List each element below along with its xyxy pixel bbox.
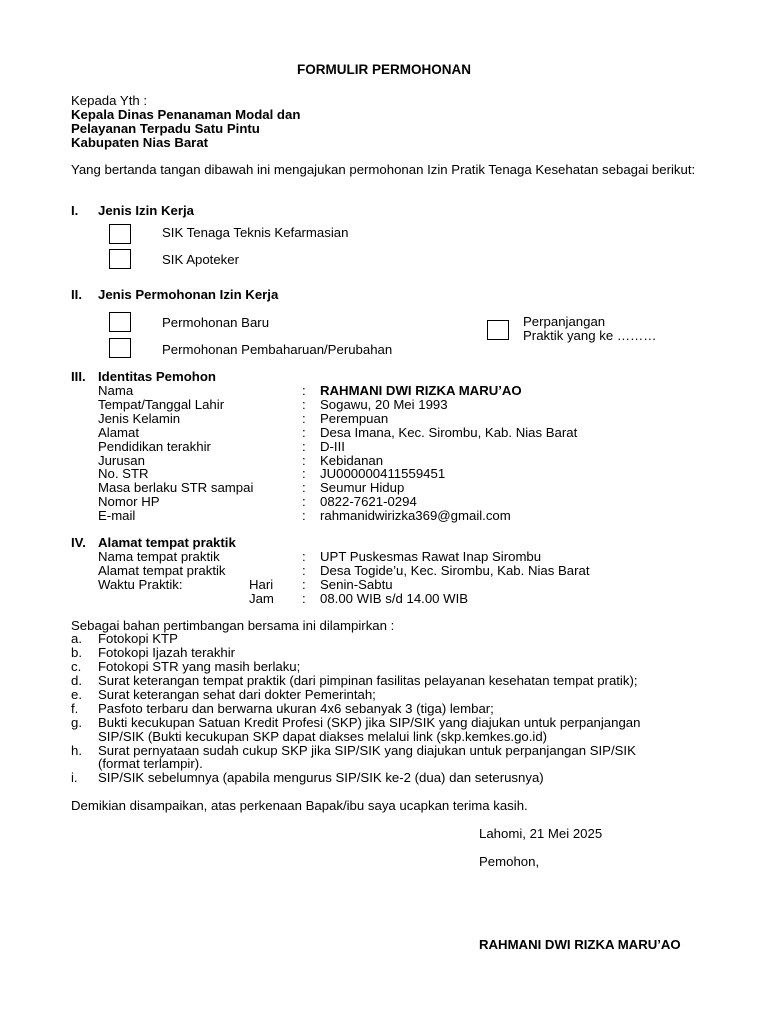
field-row-ttl (0, 398, 768, 412)
field-label: Waktu Praktik: (98, 577, 183, 592)
list-item (0, 716, 768, 730)
list-item (0, 660, 768, 674)
list-letter: h. (71, 743, 82, 758)
field-label: Jurusan (98, 453, 145, 468)
list-text: SIP/SIK sebelumnya (apabila mengurus SIP/SIK ke-2 (dua) dan seterusnya) (98, 770, 544, 785)
option-sik-tenaga-teknis: SIK Tenaga Teknis Kefarmasian (162, 225, 349, 240)
list-item (0, 702, 768, 716)
field-row-masa-str (0, 481, 768, 495)
list-letter: d. (71, 673, 82, 688)
field-row-tempat-praktik (0, 550, 768, 564)
field-value: Perempuan (320, 411, 389, 426)
list-item (0, 632, 768, 646)
colon: : (302, 480, 306, 495)
field-value: Seumur Hidup (320, 480, 405, 495)
list-item (0, 674, 768, 688)
intro-paragraph: Yang bertanda tangan dibawah ini mengajukan permohonan Izin Pratik Tenaga Kesehatan sebagai berikut: (71, 162, 696, 177)
addressee-greeting: Kepada Yth : (71, 93, 148, 108)
field-label: E-mail (98, 508, 136, 523)
colon: : (302, 591, 306, 606)
field-label: Nama tempat praktik (98, 549, 220, 564)
list-item (0, 771, 768, 785)
list-letter: f. (71, 701, 79, 716)
list-text: Fotokopi KTP (98, 631, 178, 646)
section-4-number: IV. (71, 535, 86, 550)
checkbox-sik-tenaga-teknis[interactable] (109, 224, 131, 244)
option-permohonan-baru: Permohonan Baru (162, 315, 270, 330)
field-value: Desa Togide’u, Kec. Sirombu, Kab. Nias Barat (320, 563, 590, 578)
section-3-title: Identitas Pemohon (98, 369, 216, 384)
field-label: No. STR (98, 466, 149, 481)
addressee-line-2: Pelayanan Terpadu Satu Pintu (71, 121, 260, 136)
colon: : (302, 425, 306, 440)
closing-paragraph: Demikian disampaikan, atas perkenaan Bapak/ibu saya ucapkan terima kasih. (71, 798, 528, 813)
field-value: 08.00 WIB s/d 14.00 WIB (320, 591, 469, 606)
addressee-line-1: Kepala Dinas Penanaman Modal dan (71, 107, 301, 122)
colon: : (302, 411, 306, 426)
field-value: D-III (320, 439, 345, 454)
field-row-jenis-kelamin (0, 412, 768, 426)
list-letter: a. (71, 631, 82, 646)
list-letter: c. (71, 659, 82, 674)
section-3-number: III. (71, 369, 86, 384)
field-row-jam (0, 592, 768, 606)
list-text: (format terlampir). (98, 756, 203, 771)
field-row-str (0, 467, 768, 481)
checkbox-perpanjangan[interactable] (487, 320, 509, 340)
list-text: Surat keterangan sehat dari dokter Pemerintah; (98, 687, 376, 702)
list-letter: e. (71, 687, 82, 702)
option-perpanjangan-count: Praktik yang ke ……… (523, 328, 657, 343)
field-value: rahmanidwirizka369@gmail.com (320, 508, 511, 523)
field-label: Jenis Kelamin (98, 411, 181, 426)
colon: : (302, 397, 306, 412)
list-letter: i. (71, 770, 78, 785)
option-sik-apoteker: SIK Apoteker (162, 252, 239, 267)
field-value: 0822-7621-0294 (320, 494, 417, 509)
list-letter: g. (71, 715, 82, 730)
colon: : (302, 577, 306, 592)
list-text: Fotokopi Ijazah terakhir (98, 645, 236, 660)
field-sublabel: Hari (249, 577, 274, 592)
section-1-number: I. (71, 203, 79, 218)
field-row-hp (0, 495, 768, 509)
field-label: Nama (98, 383, 134, 398)
section-1-title: Jenis Izin Kerja (98, 203, 195, 218)
list-item-continuation (0, 730, 768, 744)
field-value: JU000000411559451 (320, 466, 446, 481)
field-label: Tempat/Tanggal Lahir (98, 397, 225, 412)
checkbox-permohonan-baru[interactable] (109, 312, 131, 332)
list-text: Fotokopi STR yang masih berlaku; (98, 659, 301, 674)
checkbox-sik-apoteker[interactable] (109, 249, 131, 269)
attachments-intro: Sebagai bahan pertimbangan bersama ini dilampirkan : (71, 618, 395, 633)
section-4-title: Alamat tempat praktik (98, 535, 236, 550)
colon: : (302, 453, 306, 468)
field-value: Kebidanan (320, 453, 384, 468)
field-row-alamat (0, 426, 768, 440)
page-title: FORMULIR PERMOHONAN (297, 62, 471, 77)
field-label: Masa berlaku STR sampai (98, 480, 254, 495)
colon: : (302, 563, 306, 578)
section-2-number: II. (71, 287, 82, 302)
list-text: SIP/SIK (Bukti kecukupan SKP dapat diakses melalui link (skp.kemkes.go.id) (98, 729, 548, 744)
section-3-header (0, 370, 768, 384)
field-value: UPT Puskesmas Rawat Inap Sirombu (320, 549, 542, 564)
field-value-nama: RAHMANI DWI RIZKA MARU’AO (320, 383, 522, 398)
field-row-pendidikan (0, 440, 768, 454)
colon: : (302, 466, 306, 481)
field-label: Alamat tempat praktik (98, 563, 226, 578)
colon: : (302, 494, 306, 509)
field-row-nama (0, 384, 768, 398)
field-value: Sogawu, 20 Mei 1993 (320, 397, 448, 412)
field-label: Nomor HP (98, 494, 160, 509)
field-row-email (0, 509, 768, 523)
field-value: Desa Imana, Kec. Sirombu, Kab. Nias Barat (320, 425, 578, 440)
list-letter: b. (71, 645, 82, 660)
option-perpanjangan: Perpanjangan (523, 314, 606, 329)
field-label: Alamat (98, 425, 140, 440)
list-item (0, 688, 768, 702)
list-text: Bukti kecukupan Satuan Kredit Profesi (SKP) jika SIP/SIK yang diajukan untuk perpanjangan (98, 715, 641, 730)
colon: : (302, 549, 306, 564)
list-item (0, 646, 768, 660)
field-value: Senin-Sabtu (320, 577, 393, 592)
list-text: Pasfoto terbaru dan berwarna ukuran 4x6 sebanyak 3 (tiga) lembar; (98, 701, 494, 716)
section-2-title: Jenis Permohonan Izin Kerja (98, 287, 279, 302)
applicant-label: Pemohon, (479, 854, 540, 869)
field-sublabel: Jam (249, 591, 274, 606)
list-item-continuation (0, 757, 768, 771)
list-text: Surat pernyataan sudah cukup SKP jika SIP/SIK yang diajukan untuk perpanjangan SIP/SIK (98, 743, 636, 758)
field-label: Pendidikan terakhir (98, 439, 211, 454)
colon: : (302, 508, 306, 523)
checkbox-permohonan-pembaharuan[interactable] (109, 338, 131, 358)
colon: : (302, 439, 306, 454)
section-4-header (0, 536, 768, 550)
list-text: Surat keterangan tempat praktik (dari pimpinan fasilitas pelayanan kesehatan tempat pratik); (98, 673, 638, 688)
field-row-alamat-praktik (0, 564, 768, 578)
colon: : (302, 383, 306, 398)
addressee-line-3: Kabupaten Nias Barat (71, 135, 209, 150)
signature-name: RAHMANI DWI RIZKA MARU’AO (479, 937, 681, 952)
option-permohonan-pembaharuan: Permohonan Pembaharuan/Perubahan (162, 342, 393, 357)
place-date: Lahomi, 21 Mei 2025 (479, 826, 603, 841)
field-row-hari (0, 578, 768, 592)
